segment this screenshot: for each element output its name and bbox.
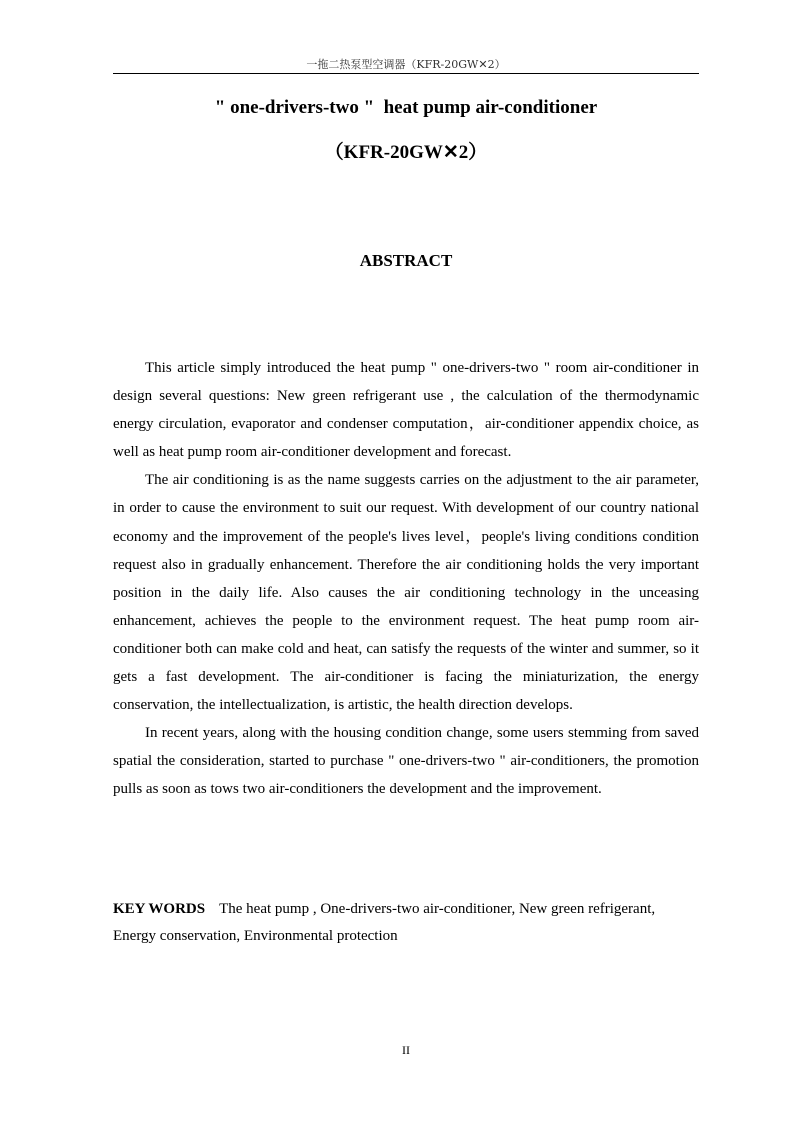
keywords-block [113,896,699,950]
page-number: II [402,1043,410,1057]
abstract-paragraph-2: The air conditioning is as the name suggests carries on the adjustment to the air parameter, in order to cause the environment to suit our request. With development of our country national economy and the improvement of the people's lives level，people's living conditions condition request also in gradually enhancement. Therefore the air conditioning holds the very important position in the daily life. Also causes the air conditioning technology in the unceasing enhancement, achieves the people to the environment request. The heat pump room air-conditioner both can make cold and heat, can satisfy the requests of the winter and summer, so it gets a fast development. The air-conditioner is facing the miniaturization, the energy conservation, the intellectualization, is artistic, the health direction develops. [113,472,699,714]
keywords-label: KEY WORDS [113,901,206,917]
abstract-body [113,354,699,804]
title-line-2: （KFR-20GW✕2） [324,142,488,163]
title-line-1: " one-drivers-two " heat pump air-conditioner [214,97,598,118]
abstract-paragraph-3: In recent years, along with the housing condition change, some users stemming from saved spatial the consideration, started to purchase " one-drivers-two " air-conditioners, the promotion pulls as soon as tows two air-conditioners the development and the improvement. [113,725,699,798]
running-header: 一拖二热泵型空调器（KFR-20GW✕2） [306,58,506,71]
keywords-text: The heat pump , One-drivers-two air-conditioner, New green refrigerant, Energy conservation, Environmental protection [113,901,656,944]
header-rule [113,73,699,74]
abstract-heading: ABSTRACT [359,251,453,270]
abstract-paragraph-1: This article simply introduced the heat pump " one-drivers-two " room air-conditioner in design several questions: New green refrigerant use , the calculation of the thermodynamic energy circulation, evaporator and condenser computation，air-conditioner appendix choice, as well as heat pump room air-conditioner development and forecast. [113,360,699,461]
